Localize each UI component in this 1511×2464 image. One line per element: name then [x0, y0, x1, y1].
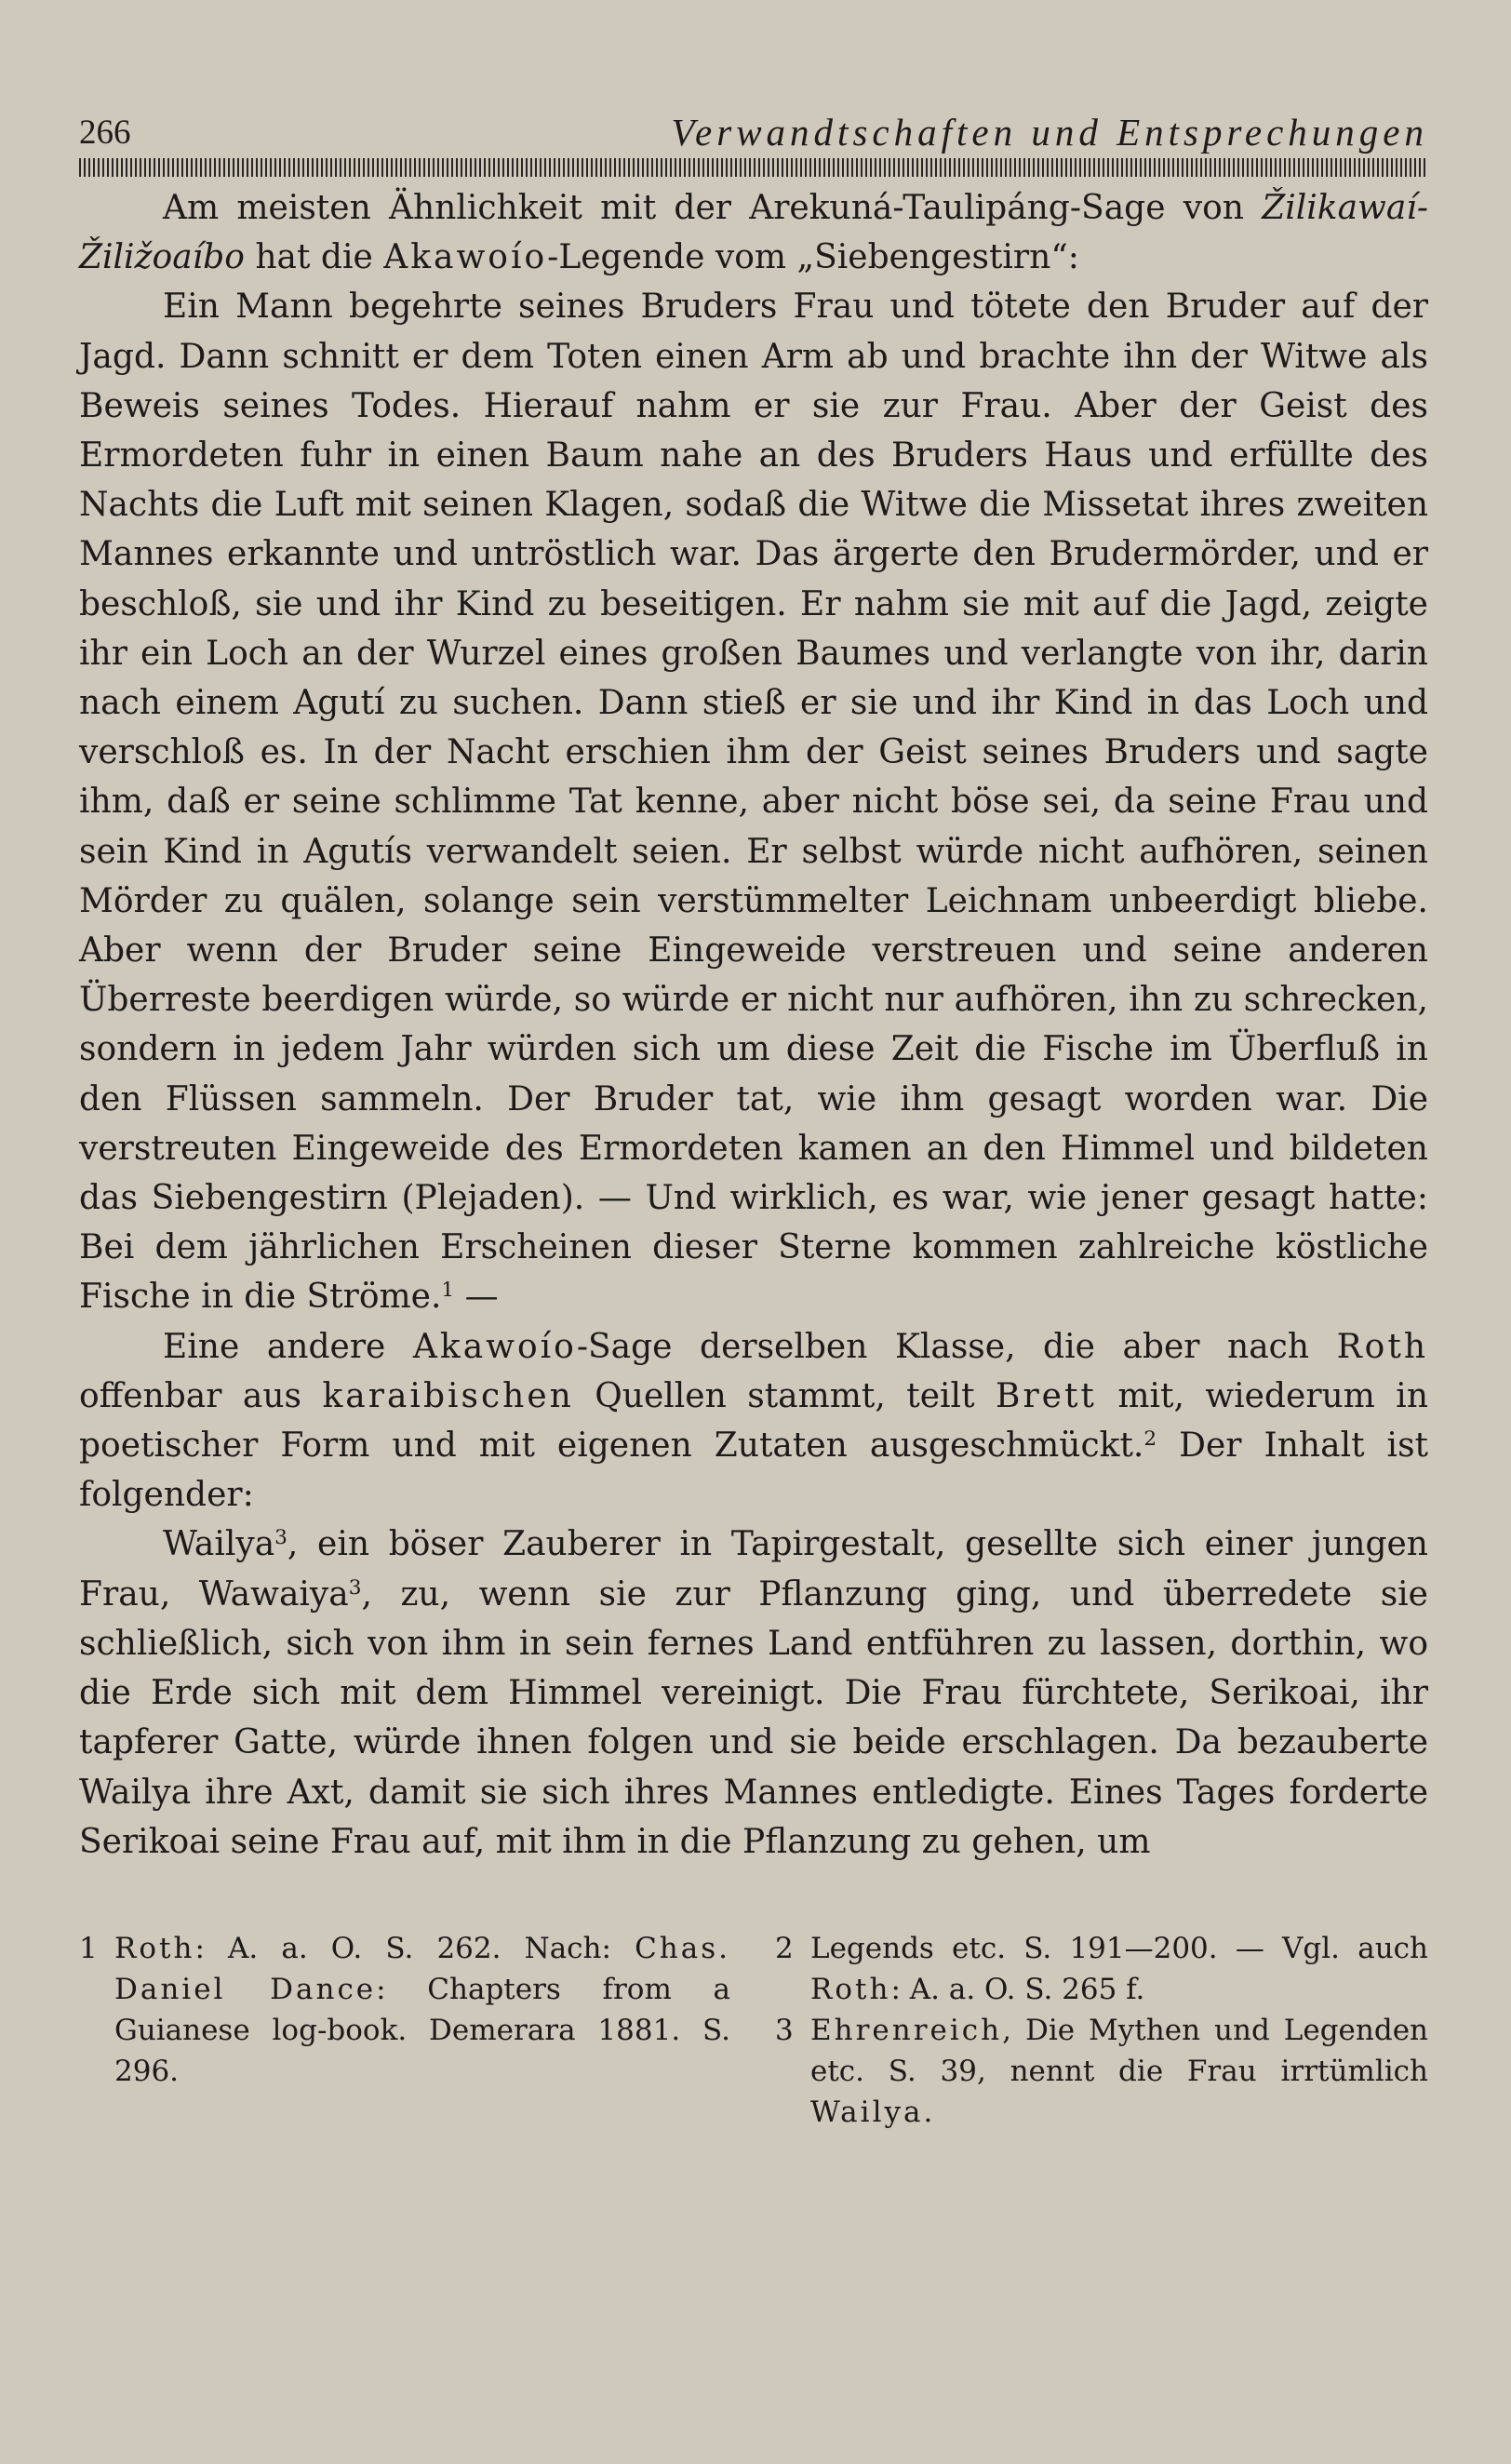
- text-run: -Sage derselben Klasse, die aber nach: [576, 1327, 1337, 1366]
- text-run: mit, wiederum in poetischer Form und mit eigenen Zutaten ausgeschmückt.: [79, 1376, 1428, 1466]
- paragraph-3: [79, 1322, 1428, 1520]
- spaced-name: Akawoío: [412, 1327, 577, 1366]
- text-run: Legends etc. S. 191—200. — Vgl. auch: [810, 1932, 1428, 1965]
- spaced-name: Brett: [995, 1376, 1097, 1415]
- text-run: , Die Mythen und Legenden etc. S. 39, nennt die Frau irrtümlich: [810, 2014, 1428, 2088]
- text-run: : A. a. O. S. 262. Nach:: [194, 1932, 635, 1965]
- footnote-ref: 3: [348, 1575, 362, 1600]
- footnote-ref: 1: [441, 1279, 455, 1303]
- text-run: Wailya: [163, 1525, 275, 1564]
- text-run: : A. a. O. S. 265 f.: [890, 1973, 1145, 2006]
- footnote-column-right: [775, 1928, 1428, 2133]
- text-run: Eine andere: [163, 1327, 413, 1366]
- text-run: Ein Mann begehrte seines Bruders Frau und tötete den Bruder auf der Jagd. Dann schnitt er dem Toten einen Arm ab und brachte ihn der Witwe als Beweis seines Todes. Hierauf nahm er sie zur Frau. Aber der Geist des Ermordeten fuhr in einen Baum nahe an des Bruders Haus und erfüllte des Nachts die Luft mit seinen Klagen, sodaß die Witwe die Missetat ihres zweiten Mannes erkannte und untröstlich war. Das ärgerte den Brudermörder, und er beschloß, sie und ihr Kind zu beseitigen. Er nahm sie mit auf die Jagd, zeigte ihr ein Loch an der Wurzel eines großen Baumes und verlangte von ihr, darin nach einem Agutí zu suchen. Dann stieß er sie und ihr Kind in das Loch und verschloß es. In der Nacht erschien ihm der Geist seines Bruders und sagte ihm, daß er seine schlimme Tat kenne, aber nicht böse sei, da seine Frau und sein Kind in Agutís verwandelt seien. Er selbst würde nicht aufhören, seinen Mörder zu quälen, solange sein verstümmelter Leichnam unbeerdigt bliebe. Aber wenn der Bruder seine Eingeweide verstreuen und seine anderen Überreste beerdigen würde, so würde er nicht nur aufhören, ihn zu schrecken, sondern in jedem Jahr würden sich um diese Zeit die Fische im Überfluß in den Flüssen sammeln. Der Bruder tat, wie ihm gesagt worden war. Die verstreuten Eingeweide des Ermordeten kamen an den Himmel und bildeten das Siebengestirn (Plejaden). — Und wirklich, es war, wie jener gesagt hatte: Bei dem jährlichen Erscheinen dieser Sterne kommen zahlreiche köstliche Fische in die Ströme.: [79, 288, 1428, 1317]
- footnote-marker: 1: [79, 1932, 98, 1965]
- spaced-name: Roth: [1336, 1327, 1429, 1366]
- spaced-name: Ehrenreich: [810, 2014, 1003, 2047]
- text-run: .: [923, 2096, 933, 2129]
- spaced-name: karaibischen: [322, 1376, 574, 1415]
- footnote-1: [79, 1928, 730, 2092]
- text-run: : Chapters from a Guianese log-book. Demerara 1881. S. 296.: [114, 1973, 730, 2088]
- spaced-name: Wailya: [810, 2096, 924, 2129]
- spaced-name: Akawoío: [383, 238, 548, 277]
- footnote-marker: 3: [775, 2014, 794, 2047]
- spaced-name: Chas. Daniel Dance: [114, 1932, 730, 2006]
- spaced-name: Roth: [114, 1932, 195, 1965]
- running-title: Verwandtschaften und Entsprechungen: [671, 111, 1428, 154]
- page-number: 266: [79, 114, 131, 152]
- paragraph-1: [79, 183, 1428, 282]
- text-run: Am meisten Ähnlichkeit mit der Arekuná-Taulipáng-Sage von: [163, 189, 1263, 227]
- spaced-name: Roth: [810, 1973, 891, 2006]
- text-run: —: [454, 1278, 499, 1317]
- footnote-marker: 2: [775, 1932, 794, 1965]
- footnote-column-left: [79, 1928, 730, 2092]
- text-run: , ein böser Zauberer in Tapirgestalt, gesellte sich einer jungen Frau, Wawaiya: [79, 1525, 1428, 1614]
- footnote-2: [775, 1928, 1428, 2010]
- text-run: Der Inhalt ist folgender:: [79, 1426, 1429, 1515]
- text-run: hat die: [244, 238, 384, 277]
- text-run: -Legende vom „Siebengestirn“:: [547, 238, 1079, 277]
- page-header: [79, 110, 1428, 156]
- italic-name: Žilikawaí-Žiližoaíbo: [79, 189, 1428, 277]
- text-run: offenbar aus: [79, 1376, 323, 1415]
- footnote-ref: 2: [1143, 1427, 1157, 1452]
- paragraph-4: [79, 1520, 1428, 1866]
- footnote-ref: 3: [274, 1526, 287, 1550]
- header-rule: [79, 158, 1428, 177]
- paragraph-2: [79, 282, 1428, 1321]
- footnote-3: [775, 2010, 1428, 2133]
- text-run: Quellen stammt, teilt: [573, 1376, 996, 1415]
- text-run: , zu, wenn sie zur Pflanzung ging, und überredete sie schließlich, sich von ihm in sein fernes Land entführen zu lassen, dorthin, wo die Erde sich mit dem Himmel vereinigt. Die Frau fürchtete, Serikoai, ihr tapferer Gatte, würde ihnen folgen und sie beide erschlagen. Da bezauberte Wailya ihre Axt, damit sie sich ihres Mannes entledigte. Eines Tages forderte Serikoai seine Frau auf, mit ihm in die Pflanzung zu gehen, um: [79, 1574, 1428, 1861]
- body-text: [79, 183, 1428, 1867]
